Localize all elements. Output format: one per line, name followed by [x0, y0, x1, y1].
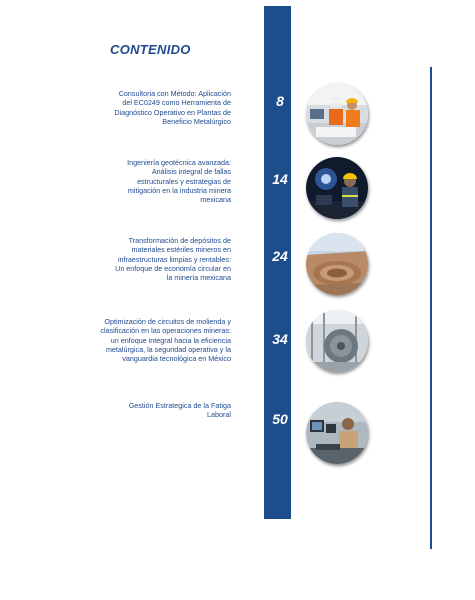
toc-entry-2-page[interactable]: 14	[272, 171, 288, 187]
toc-entry-2-title[interactable]: Ingeniería geotécnica avanzada: Análisis integral de fallas estructurales y estrategias de mitigación en la industria minera mexicana	[127, 158, 231, 205]
toc-entry-1-page[interactable]: 8	[276, 93, 284, 109]
underground-miners-photo	[306, 157, 368, 219]
toc-entry-4-title[interactable]: Optimización de circuitos de molienda y clasificación en las operaciones mineras: un enfoque integral hacia la eficiencia metalúrgica, la seguridad operativa y la vanguardia tecnológica en México	[100, 317, 231, 364]
toc-entry-4-page[interactable]: 34	[272, 331, 288, 347]
engineers-in-hardhats-photo	[306, 83, 368, 145]
control-room-operator-photo	[306, 402, 368, 464]
toc-entry-3-title[interactable]: Transformación de depósitos de materiales estériles mineros en infraestructuras limpias y rentables: Un enfoque de economía circular en la minería mexicana	[115, 236, 231, 283]
toc-entry-5-page[interactable]: 50	[272, 411, 288, 427]
toc-entry-5-title[interactable]: Gestión Estrategica de la Fatiga Laboral	[128, 401, 231, 420]
open-pit-tailings-photo	[306, 233, 368, 295]
toc-entry-3-page[interactable]: 24	[272, 248, 288, 264]
toc-entry-1-title[interactable]: Consultoria con Método: Aplicación del EC0249 como Herramienta de Diagnóstico Operativo en Plantas de Beneficio Metalúrgico	[114, 89, 231, 126]
grinding-mill-photo	[306, 310, 368, 372]
toc-title: CONTENIDO	[110, 42, 191, 57]
right-vertical-rule	[430, 67, 432, 549]
